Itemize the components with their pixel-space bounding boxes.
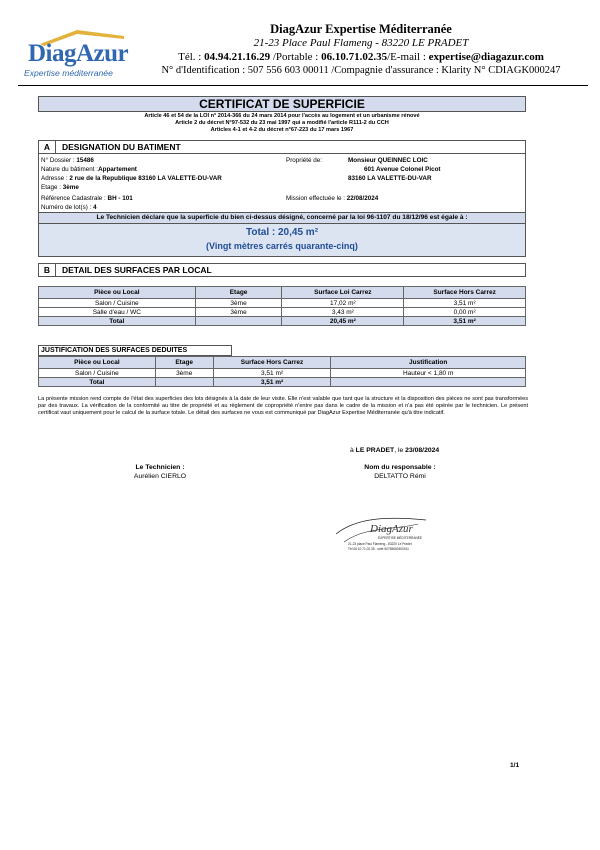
section-a-header — [38, 140, 526, 154]
section-title: DESIGNATION DU BATIMENT — [62, 142, 181, 152]
place-date: à LE PRADET, le 23/08/2024 — [350, 447, 440, 454]
table-cell: Salle d'eau / WC — [39, 308, 196, 317]
declaration-line: Le Technicien déclare que la superficie du bien ci-dessus désigné, concerné par la loi 96-1107 du 18/12/96 est égale à : — [38, 213, 526, 224]
table-cell: Hauteur < 1,80 m — [331, 369, 526, 378]
tel-label: Tél. : — [178, 51, 205, 63]
table-cell: 3,43 m² — [282, 308, 404, 317]
adresse-line: Adresse : 2 rue de la Republique 83160 LA VALETTE-DU-VAR — [41, 175, 222, 182]
table-cell: 0,00 m² — [404, 308, 526, 317]
section-b-header — [38, 263, 526, 277]
total-surface-box — [38, 224, 526, 257]
section-title: DETAIL DES SURFACES PAR LOCAL — [62, 265, 212, 275]
disclaimer-paragraph: La présente mission rend compte de l'état des superficies des lots désignés à la date de leur visite. Elle n'est valable que tant que la structure et la disposition des pièces ne sont pas transformées par des travaux. La vérification de la conformité au titre de propriété et au règlement de copropriété n'entre pas dans le cadre de la mission et n'a pas été opérée par le technicien. Le présent certificat vaut uniquement pour le calcul de la surface totale. Le détail des surfaces ne vous est communiqué par DiagAzur Expertise Méditerranée qu'à titre indicatif. — [38, 396, 528, 416]
stamp-line-1: EXPERTISE MÉDITERRANÉE — [378, 536, 423, 540]
total-surface-words: (Vingt mètres carrés quarante-cinq) — [206, 241, 358, 251]
column-header: Pièce ou Local — [39, 357, 156, 369]
tel-value: 04.94.21.16.29 — [204, 51, 271, 63]
technicien-name: Aurélien CIERLO — [133, 473, 187, 480]
company-contacts — [135, 51, 587, 63]
table-header-row — [39, 287, 526, 299]
table-cell: 3,51 m² — [404, 299, 526, 308]
column-header: Pièce ou Local — [39, 287, 196, 299]
table-cell: 3ème — [195, 308, 282, 317]
column-header: Surface Hors Carrez — [404, 287, 526, 299]
technicien-label: Le Technicien : — [135, 464, 185, 471]
table-row — [39, 369, 526, 378]
responsable-name: DELTATTO Rémi — [374, 473, 426, 480]
proprietaire-address-2: 83160 LA VALETTE-DU-VAR — [348, 175, 432, 182]
table-cell: Total — [39, 317, 196, 326]
proprietaire-label: Propriété de: — [286, 157, 323, 164]
etage-line: Etage : 3ème — [41, 184, 79, 191]
table-cell: Total — [39, 378, 156, 387]
header-divider — [18, 85, 588, 86]
company-address: 21-23 Place Paul Flameng - 83220 LE PRADET — [253, 37, 469, 49]
table-cell — [195, 317, 282, 326]
table-cell: 3ème — [155, 369, 213, 378]
table-cell — [331, 378, 526, 387]
surfaces-table — [38, 286, 526, 326]
mobile-label: /Portable : — [270, 51, 322, 63]
table-cell: Salon / Cuisine — [39, 299, 196, 308]
proprietaire-name: Monsieur QUEINNEC LOIC — [348, 157, 428, 164]
table-cell: 3,51 m² — [404, 317, 526, 326]
logo-subtitle: Expertise méditerranée — [24, 68, 113, 78]
nature-line: Nature du bâtiment :Appartement — [41, 166, 137, 173]
company-stamp — [326, 512, 466, 556]
table-cell: 20,45 m² — [282, 317, 404, 326]
page-number: 1/1 — [510, 762, 520, 769]
table-cell: 3,51 m² — [213, 369, 331, 378]
column-header: Surface Hors Carrez — [213, 357, 331, 369]
section-letter: A — [39, 141, 56, 153]
mission-line: Mission effectuée le : 22/08/2024 — [286, 195, 379, 202]
column-header: Etage — [195, 287, 282, 299]
article-line: Article 2 du décret N°97-532 du 23 mai 1997 qui a modifié l'article R111-2 du CCH — [175, 120, 389, 126]
lot-line: Numéro de lot(s) : 4 — [41, 204, 97, 211]
table-cell: 3,51 m² — [213, 378, 331, 387]
table-row — [39, 299, 526, 308]
cadastre-line: Référence Cadastrale : BH - 101 — [41, 195, 133, 202]
article-line: Articles 4-1 et 4-2 du décret n°67-223 du 17 mars 1967 — [210, 127, 354, 133]
table-cell: 17,02 m² — [282, 299, 404, 308]
logo-text: DiagAzur — [28, 40, 129, 67]
table-cell: 3ème — [195, 299, 282, 308]
table-total-row — [39, 317, 526, 326]
stamp-line-3: Tél 06.10.71.02.35 - siret 50755660300011 — [348, 547, 409, 551]
company-logo — [22, 26, 132, 86]
column-header: Etage — [155, 357, 213, 369]
justification-table — [38, 356, 526, 387]
table-total-row — [39, 378, 526, 387]
stamp-logo: DiagAzur — [370, 523, 413, 535]
document-title: CERTIFICAT DE SUPERFICIE — [38, 96, 526, 112]
email-value[interactable]: expertise@diagazur.com — [428, 51, 544, 63]
building-info-box — [38, 154, 526, 213]
mobile-value: 06.10.71.02.35 — [321, 51, 388, 63]
table-cell: Salon / Cuisine — [39, 369, 156, 378]
section-letter: B — [39, 264, 56, 276]
column-header: Justification — [331, 357, 526, 369]
table-cell — [155, 378, 213, 387]
total-surface: Total : 20,45 m² — [245, 227, 319, 238]
table-row — [39, 308, 526, 317]
table-header-row — [39, 357, 526, 369]
article-line: Article 46 et 54 de la LOI n° 2014-366 du 24 mars 2014 pour l'accès au logement et un urbanisme rénové — [144, 113, 420, 119]
email-label: /E-mail : — [387, 51, 429, 63]
dossier-line: N° Dossier : 15486 — [41, 157, 94, 164]
company-name: DiagAzur Expertise Méditerranée — [270, 22, 452, 36]
stamp-line-2: 21-23 place Paul Flameng - 83220 Le Pradet — [348, 542, 412, 546]
responsable-label: Nom du responsable : — [364, 464, 436, 471]
proprietaire-address-1: 601 Avenue Colonel Picot — [364, 166, 441, 173]
company-identification: N° d'Identification : 507 556 603 00011 /Compagnie d'assurance : Klarity N° CDIAGK000247 — [161, 65, 561, 76]
column-header: Surface Loi Carrez — [282, 287, 404, 299]
justification-title: JUSTIFICATION DES SURFACES DEDUITES — [38, 345, 232, 356]
